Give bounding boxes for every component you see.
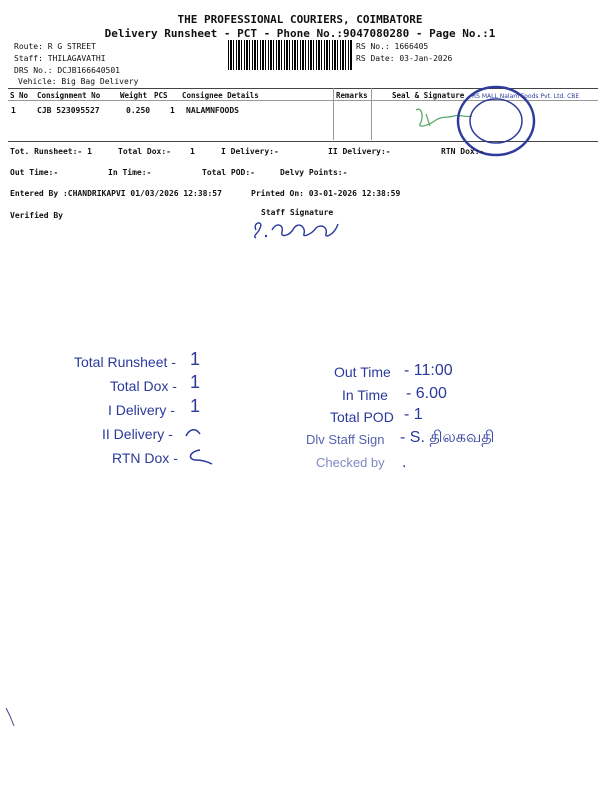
col-header-remarks: Remarks	[336, 91, 368, 100]
hw-checked-by-value: .	[402, 454, 407, 471]
hw-ii-delivery-mark	[184, 426, 204, 440]
row-weight: 0.250	[126, 106, 151, 115]
row-sno: 1	[11, 106, 16, 115]
entered-by: Entered By :CHANDRIKAPVI 01/03/2026 12:38:57	[10, 189, 222, 198]
hw-dlv-staff-sign-value: - S. திலகவதி	[400, 429, 495, 446]
hw-total-runsheet-label: Total Runsheet -	[74, 354, 176, 370]
vehicle: Vehicle: Big Bag Delivery	[18, 77, 139, 86]
row-consignment-no: CJB 523095527	[37, 106, 100, 115]
col-header-weight: Weight	[120, 91, 148, 100]
hw-i-delivery-label: I Delivery -	[108, 402, 175, 418]
out-time: Out Time:-	[10, 168, 59, 177]
hw-out-time-value: - 11:00	[404, 362, 453, 379]
row-consignee: NALAMNFOODS	[186, 106, 239, 115]
scan-mark	[4, 706, 18, 730]
rs-number: RS No.: 1666405	[356, 42, 429, 51]
hw-ii-delivery-label: II Delivery -	[102, 426, 173, 442]
delvy-points: Delvy Points:-	[280, 168, 348, 177]
verified-by: Verified By	[10, 211, 63, 220]
i-delivery: I Delivery:-	[221, 147, 279, 156]
drs-number: DRS No.: DCJB166640501	[14, 66, 120, 75]
hw-i-delivery-value: 1	[190, 396, 201, 416]
rs-date: RS Date: 03-Jan-2026	[356, 54, 453, 63]
col-header-seal: Seal & Signature	[392, 91, 465, 100]
hw-rtn-dox-mark	[186, 446, 214, 466]
barcode	[228, 40, 352, 70]
hw-in-time-value: - 6.00	[406, 385, 447, 402]
company-name: THE PROFESSIONAL COURIERS, COIMBATORE	[177, 13, 423, 26]
runsheet-title: Delivery Runsheet - PCT - Phone No.:9047080280 - Page No.:1	[104, 27, 496, 40]
route: Route: R G STREET	[14, 42, 96, 51]
hw-total-runsheet-value: 1	[190, 349, 201, 369]
hw-total-dox-label: Total Dox -	[110, 378, 177, 394]
hw-rtn-dox-label: RTN Dox -	[112, 450, 178, 466]
hw-in-time-label: In Time	[342, 387, 388, 403]
col-header-consignment: Consignment No	[37, 91, 101, 100]
hw-total-pod-value: - 1	[404, 406, 423, 423]
col-header-sno: S No	[10, 91, 29, 100]
table-col-divider	[333, 88, 334, 140]
hw-checked-by-label: Checked by	[316, 455, 385, 470]
total-dox-label: Total Dox:-	[118, 147, 171, 156]
total-dox-value: 1	[190, 147, 195, 156]
staff-signature-label: Staff Signature	[261, 208, 334, 217]
staff: Staff: THILAGAVATHI	[14, 54, 106, 63]
total-pod: Total POD:-	[202, 168, 255, 177]
hw-out-time-label: Out Time	[334, 364, 391, 380]
printed-on: Printed On: 03-01-2026 12:38:59	[251, 189, 401, 198]
hw-dlv-staff-sign-label: Dlv Staff Sign	[306, 432, 385, 447]
stamp-text: RS MALL Nalam Foods Pvt. Ltd. CBE	[472, 93, 580, 100]
tot-runsheet: Tot. Runsheet:- 1	[10, 147, 92, 156]
in-time: In Time:-	[108, 168, 152, 177]
rtn-dox: RTN Dox:-	[441, 147, 485, 156]
col-header-consignee: Consignee Details	[182, 91, 259, 100]
row-pcs: 1	[170, 106, 175, 115]
staff-signature	[250, 216, 346, 240]
hw-total-dox-value: 1	[190, 372, 201, 392]
table-col-divider	[371, 88, 372, 140]
col-header-pcs: PCS	[154, 91, 168, 100]
ii-delivery: II Delivery:-	[328, 147, 391, 156]
hw-total-pod-label: Total POD	[330, 409, 394, 425]
